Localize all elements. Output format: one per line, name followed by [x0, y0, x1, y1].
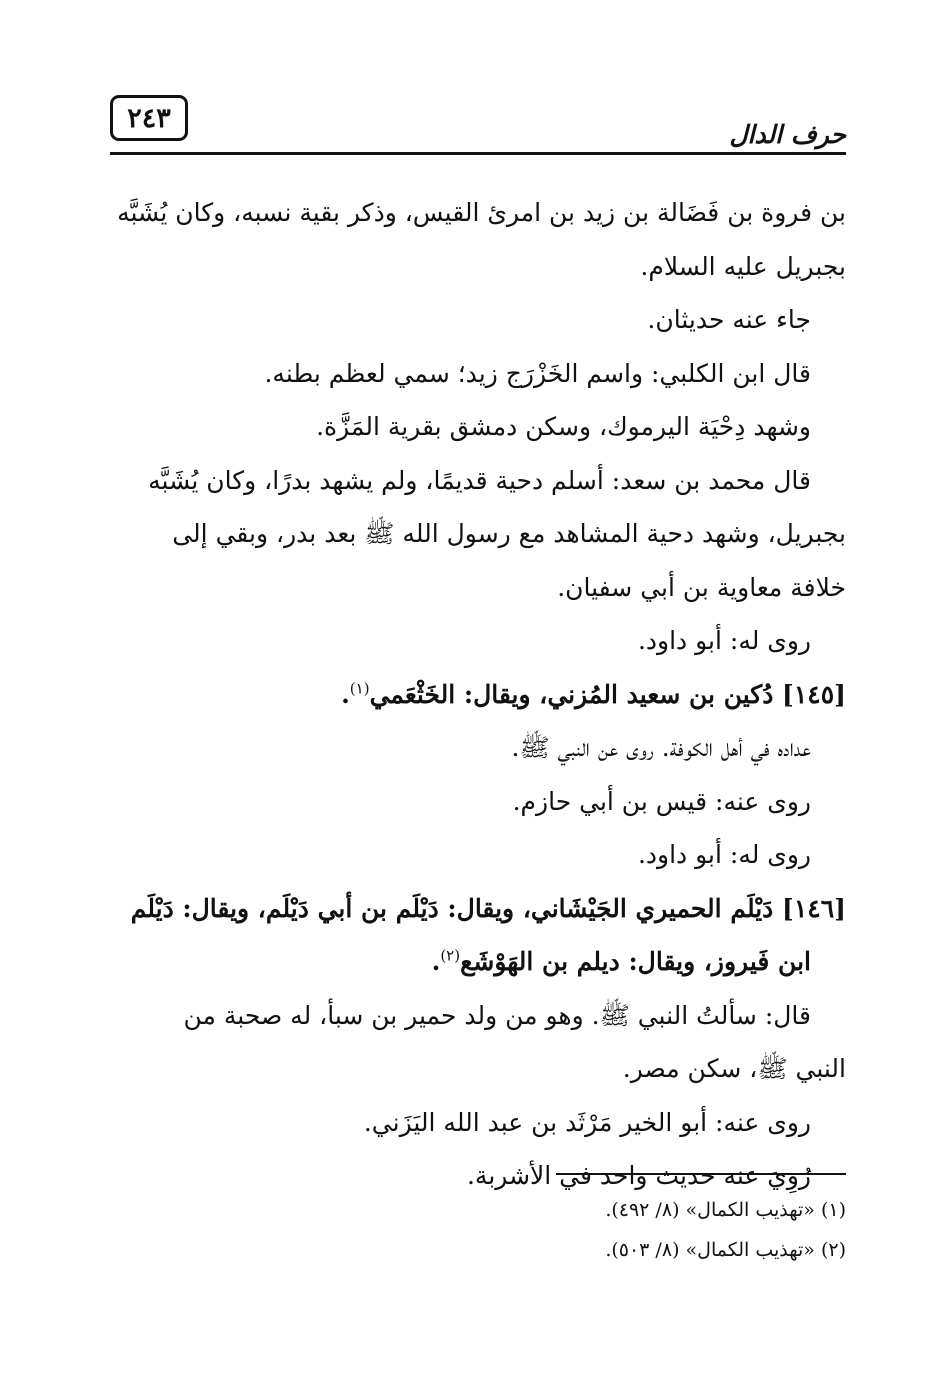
- running-title: حرف الدال: [729, 120, 846, 149]
- text-line: بجبريل عليه السلام.: [640, 251, 846, 281]
- text-line: عداده في أهل الكوفة. روى عن النبي ﷺ.: [511, 733, 811, 762]
- text-line: رُوِيَ عنه حديث واحد في الأشربة.: [466, 1161, 811, 1190]
- entry-heading-text: [١٤٥] دُكين بن سعيد المُزني، ويقال: الخَثْعَمي: [369, 679, 846, 709]
- text-line: بجبريل، وشهد دحية المشاهد مع رسول الله ﷺ بعد بدر، وبقي إلى: [172, 519, 846, 548]
- text-line: روى عنه: أبو الخير مَرْثَد بن عبد الله اليَزَني.: [363, 1107, 811, 1137]
- footnote-2: (٢) «تهذيب الكمال» (٨/ ٥٠٣).: [605, 1239, 846, 1261]
- text-line: روى له: أبو داود.: [637, 626, 811, 655]
- entry-heading-text: ابن فَيروز، ويقال: ديلم بن الهَوْشَع: [460, 947, 811, 976]
- text-line: النبي ﷺ، سكن مصر.: [622, 1054, 846, 1083]
- entry-heading-period: .: [431, 947, 441, 976]
- footnote-marker[interactable]: (١): [349, 679, 370, 698]
- main-text: [108, 186, 846, 1203]
- text-line: وشهد دِحْيَة اليرموك، وسكن دمشق بقرية المَزَّة.: [316, 412, 811, 441]
- footnote-marker[interactable]: (٢): [440, 946, 461, 965]
- entry-heading-period: .: [341, 679, 350, 709]
- page-number: ٢٤٣: [110, 95, 188, 141]
- text-line: بن فروة بن فَضَالة بن زيد بن امرئ القيس، وذكر بقية نسبه، وكان يُشَبَّه: [117, 198, 846, 227]
- text-line: قال ابن الكلبي: واسم الخَزْرَج زيد؛ سمي لعظم بطنه.: [264, 358, 811, 388]
- text-line: جاء عنه حديثان.: [647, 305, 811, 334]
- header-divider: [110, 152, 846, 155]
- entry-heading-145: [108, 668, 846, 722]
- footnote-1: (١) «تهذيب الكمال» (٨/ ٤٩٢).: [605, 1199, 846, 1221]
- entry-heading-146-cont: [108, 935, 846, 989]
- footnote-divider: [556, 1173, 846, 1175]
- text-line: روى عنه: قيس بن أبي حازم.: [512, 786, 811, 816]
- entry-heading-146: [١٤٦] دَيْلَم الحميري الجَيْشَاني، ويقال: دَيْلَم بن أبي دَيْلَم، ويقال: دَيْلَم: [130, 893, 846, 923]
- text-line: قال محمد بن سعد: أسلم دحية قديمًا، ولم يشهد بدرًا، وكان يُشَبَّه: [148, 465, 811, 495]
- text-line: قال: سألتُ النبي ﷺ. وهو من ولد حمير بن سبأ، له صحبة من: [183, 1000, 811, 1030]
- text-line: خلافة معاوية بن أبي سفيان.: [557, 572, 846, 602]
- text-line: روى له: أبو داود.: [637, 840, 811, 869]
- footnotes: [108, 1190, 846, 1270]
